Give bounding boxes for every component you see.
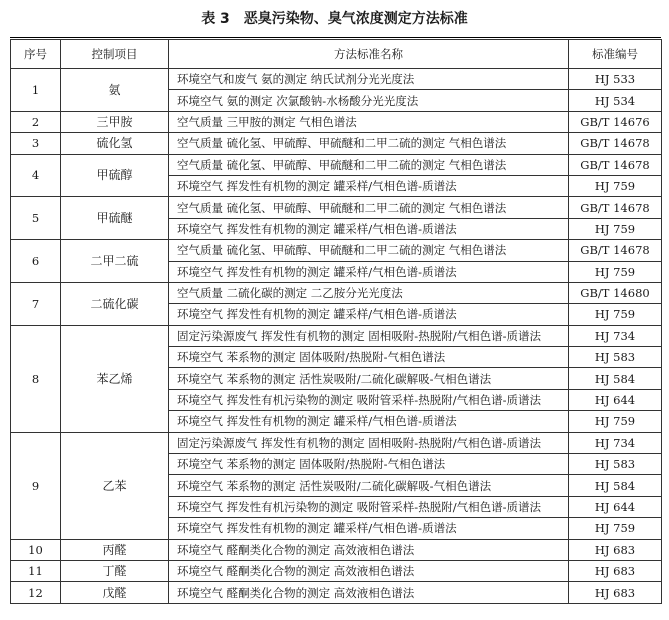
- method-name: 环境空气 醛酮类化合物的测定 高效液相色谱法: [169, 560, 569, 581]
- control-item: 丙醛: [61, 539, 169, 560]
- method-name: 环境空气 挥发性有机物的测定 罐采样/气相色谱-质谱法: [169, 411, 569, 432]
- table-row: [11, 133, 662, 154]
- row-number: 2: [11, 111, 61, 132]
- standard-code: GB/T 14678: [569, 133, 662, 154]
- method-name: 空气质量 三甲胺的测定 气相色谱法: [169, 111, 569, 132]
- standard-code: HJ 583: [569, 454, 662, 475]
- standard-code: HJ 644: [569, 389, 662, 410]
- method-name: 环境空气 苯系物的测定 固体吸附/热脱附-气相色谱法: [169, 454, 569, 475]
- method-name: 环境空气 挥发性有机物的测定 罐采样/气相色谱-质谱法: [169, 518, 569, 539]
- header-no: 序号: [11, 40, 61, 69]
- method-name: 环境空气 苯系物的测定 活性炭吸附/二硫化碳解吸-气相色谱法: [169, 368, 569, 389]
- method-name: 空气质量 二硫化碳的测定 二乙胺分光光度法: [169, 282, 569, 303]
- method-name: 环境空气 苯系物的测定 活性炭吸附/二硫化碳解吸-气相色谱法: [169, 475, 569, 496]
- control-item: 二硫化碳: [61, 282, 169, 325]
- table-row: [11, 111, 662, 132]
- method-name: 固定污染源废气 挥发性有机物的测定 固相吸附-热脱附/气相色谱-质谱法: [169, 432, 569, 453]
- control-item: 乙苯: [61, 432, 169, 539]
- method-name: 空气质量 硫化氢、甲硫醇、甲硫醚和二甲二硫的测定 气相色谱法: [169, 240, 569, 261]
- header-method: 方法标准名称: [169, 40, 569, 69]
- method-name: 环境空气和废气 氨的测定 纳氏试剂分光光度法: [169, 69, 569, 90]
- standard-code: HJ 759: [569, 304, 662, 325]
- standard-code: HJ 534: [569, 90, 662, 111]
- standard-code: HJ 583: [569, 347, 662, 368]
- control-item: 氨: [61, 69, 169, 112]
- method-name: 固定污染源废气 挥发性有机物的测定 固相吸附-热脱附/气相色谱-质谱法: [169, 325, 569, 346]
- control-item: 甲硫醇: [61, 154, 169, 197]
- row-number: 11: [11, 560, 61, 581]
- standard-code: HJ 584: [569, 368, 662, 389]
- control-item: 苯乙烯: [61, 325, 169, 432]
- method-name: 环境空气 苯系物的测定 固体吸附/热脱附-气相色谱法: [169, 347, 569, 368]
- row-number: 8: [11, 325, 61, 432]
- row-number: 4: [11, 154, 61, 197]
- control-item: 三甲胺: [61, 111, 169, 132]
- table-row: [11, 432, 662, 453]
- standard-code: GB/T 14678: [569, 197, 662, 218]
- standard-code: GB/T 14676: [569, 111, 662, 132]
- row-number: 6: [11, 240, 61, 283]
- row-number: 1: [11, 69, 61, 112]
- standard-code: HJ 584: [569, 475, 662, 496]
- row-number: 9: [11, 432, 61, 539]
- row-number: 12: [11, 582, 61, 603]
- control-item: 丁醛: [61, 560, 169, 581]
- standard-code: HJ 533: [569, 69, 662, 90]
- method-name: 环境空气 醛酮类化合物的测定 高效液相色谱法: [169, 539, 569, 560]
- control-item: 戊醛: [61, 582, 169, 603]
- method-name: 环境空气 挥发性有机物的测定 罐采样/气相色谱-质谱法: [169, 175, 569, 196]
- method-name: 环境空气 挥发性有机物的测定 罐采样/气相色谱-质谱法: [169, 304, 569, 325]
- standard-code: HJ 759: [569, 411, 662, 432]
- standards-table: [10, 39, 662, 604]
- method-name: 环境空气 挥发性有机物的测定 罐采样/气相色谱-质谱法: [169, 261, 569, 282]
- method-name: 环境空气 醛酮类化合物的测定 高效液相色谱法: [169, 582, 569, 603]
- control-item: 二甲二硫: [61, 240, 169, 283]
- table-title: 表 3 恶臭污染物、臭气浓度测定方法标准: [201, 11, 468, 27]
- standard-code: HJ 734: [569, 432, 662, 453]
- row-number: 7: [11, 282, 61, 325]
- header-code: 标准编号: [569, 40, 662, 69]
- top-rule: [10, 37, 661, 38]
- table-row: [11, 197, 662, 218]
- standard-code: HJ 683: [569, 582, 662, 603]
- standard-code: GB/T 14678: [569, 240, 662, 261]
- method-name: 环境空气 挥发性有机污染物的测定 吸附管采样-热脱附/气相色谱-质谱法: [169, 389, 569, 410]
- table-row: [11, 240, 662, 261]
- standard-code: HJ 644: [569, 496, 662, 517]
- table-row: [11, 560, 662, 581]
- standard-code: HJ 734: [569, 325, 662, 346]
- standard-code: HJ 759: [569, 261, 662, 282]
- table-row: [11, 282, 662, 303]
- header-item: 控制项目: [61, 40, 169, 69]
- row-number: 3: [11, 133, 61, 154]
- table-row: [11, 325, 662, 346]
- method-name: 环境空气 挥发性有机污染物的测定 吸附管采样-热脱附/气相色谱-质谱法: [169, 496, 569, 517]
- table-row: [11, 69, 662, 90]
- method-name: 空气质量 硫化氢、甲硫醇、甲硫醚和二甲二硫的测定 气相色谱法: [169, 197, 569, 218]
- method-name: 环境空气 挥发性有机物的测定 罐采样/气相色谱-质谱法: [169, 218, 569, 239]
- table-row: [11, 539, 662, 560]
- header-row: [11, 40, 662, 69]
- method-name: 空气质量 硫化氢、甲硫醇、甲硫醚和二甲二硫的测定 气相色谱法: [169, 133, 569, 154]
- method-name: 环境空气 氨的测定 次氯酸钠-水杨酸分光光度法: [169, 90, 569, 111]
- table-row: [11, 154, 662, 175]
- standard-code: HJ 759: [569, 518, 662, 539]
- standard-code: HJ 683: [569, 560, 662, 581]
- standard-code: HJ 683: [569, 539, 662, 560]
- method-name: 空气质量 硫化氢、甲硫醇、甲硫醚和二甲二硫的测定 气相色谱法: [169, 154, 569, 175]
- row-number: 5: [11, 197, 61, 240]
- standard-code: HJ 759: [569, 218, 662, 239]
- standard-code: GB/T 14680: [569, 282, 662, 303]
- row-number: 10: [11, 539, 61, 560]
- control-item: 硫化氢: [61, 133, 169, 154]
- standard-code: GB/T 14678: [569, 154, 662, 175]
- standard-code: HJ 759: [569, 175, 662, 196]
- table-body: [11, 69, 662, 604]
- table-row: [11, 582, 662, 603]
- control-item: 甲硫醚: [61, 197, 169, 240]
